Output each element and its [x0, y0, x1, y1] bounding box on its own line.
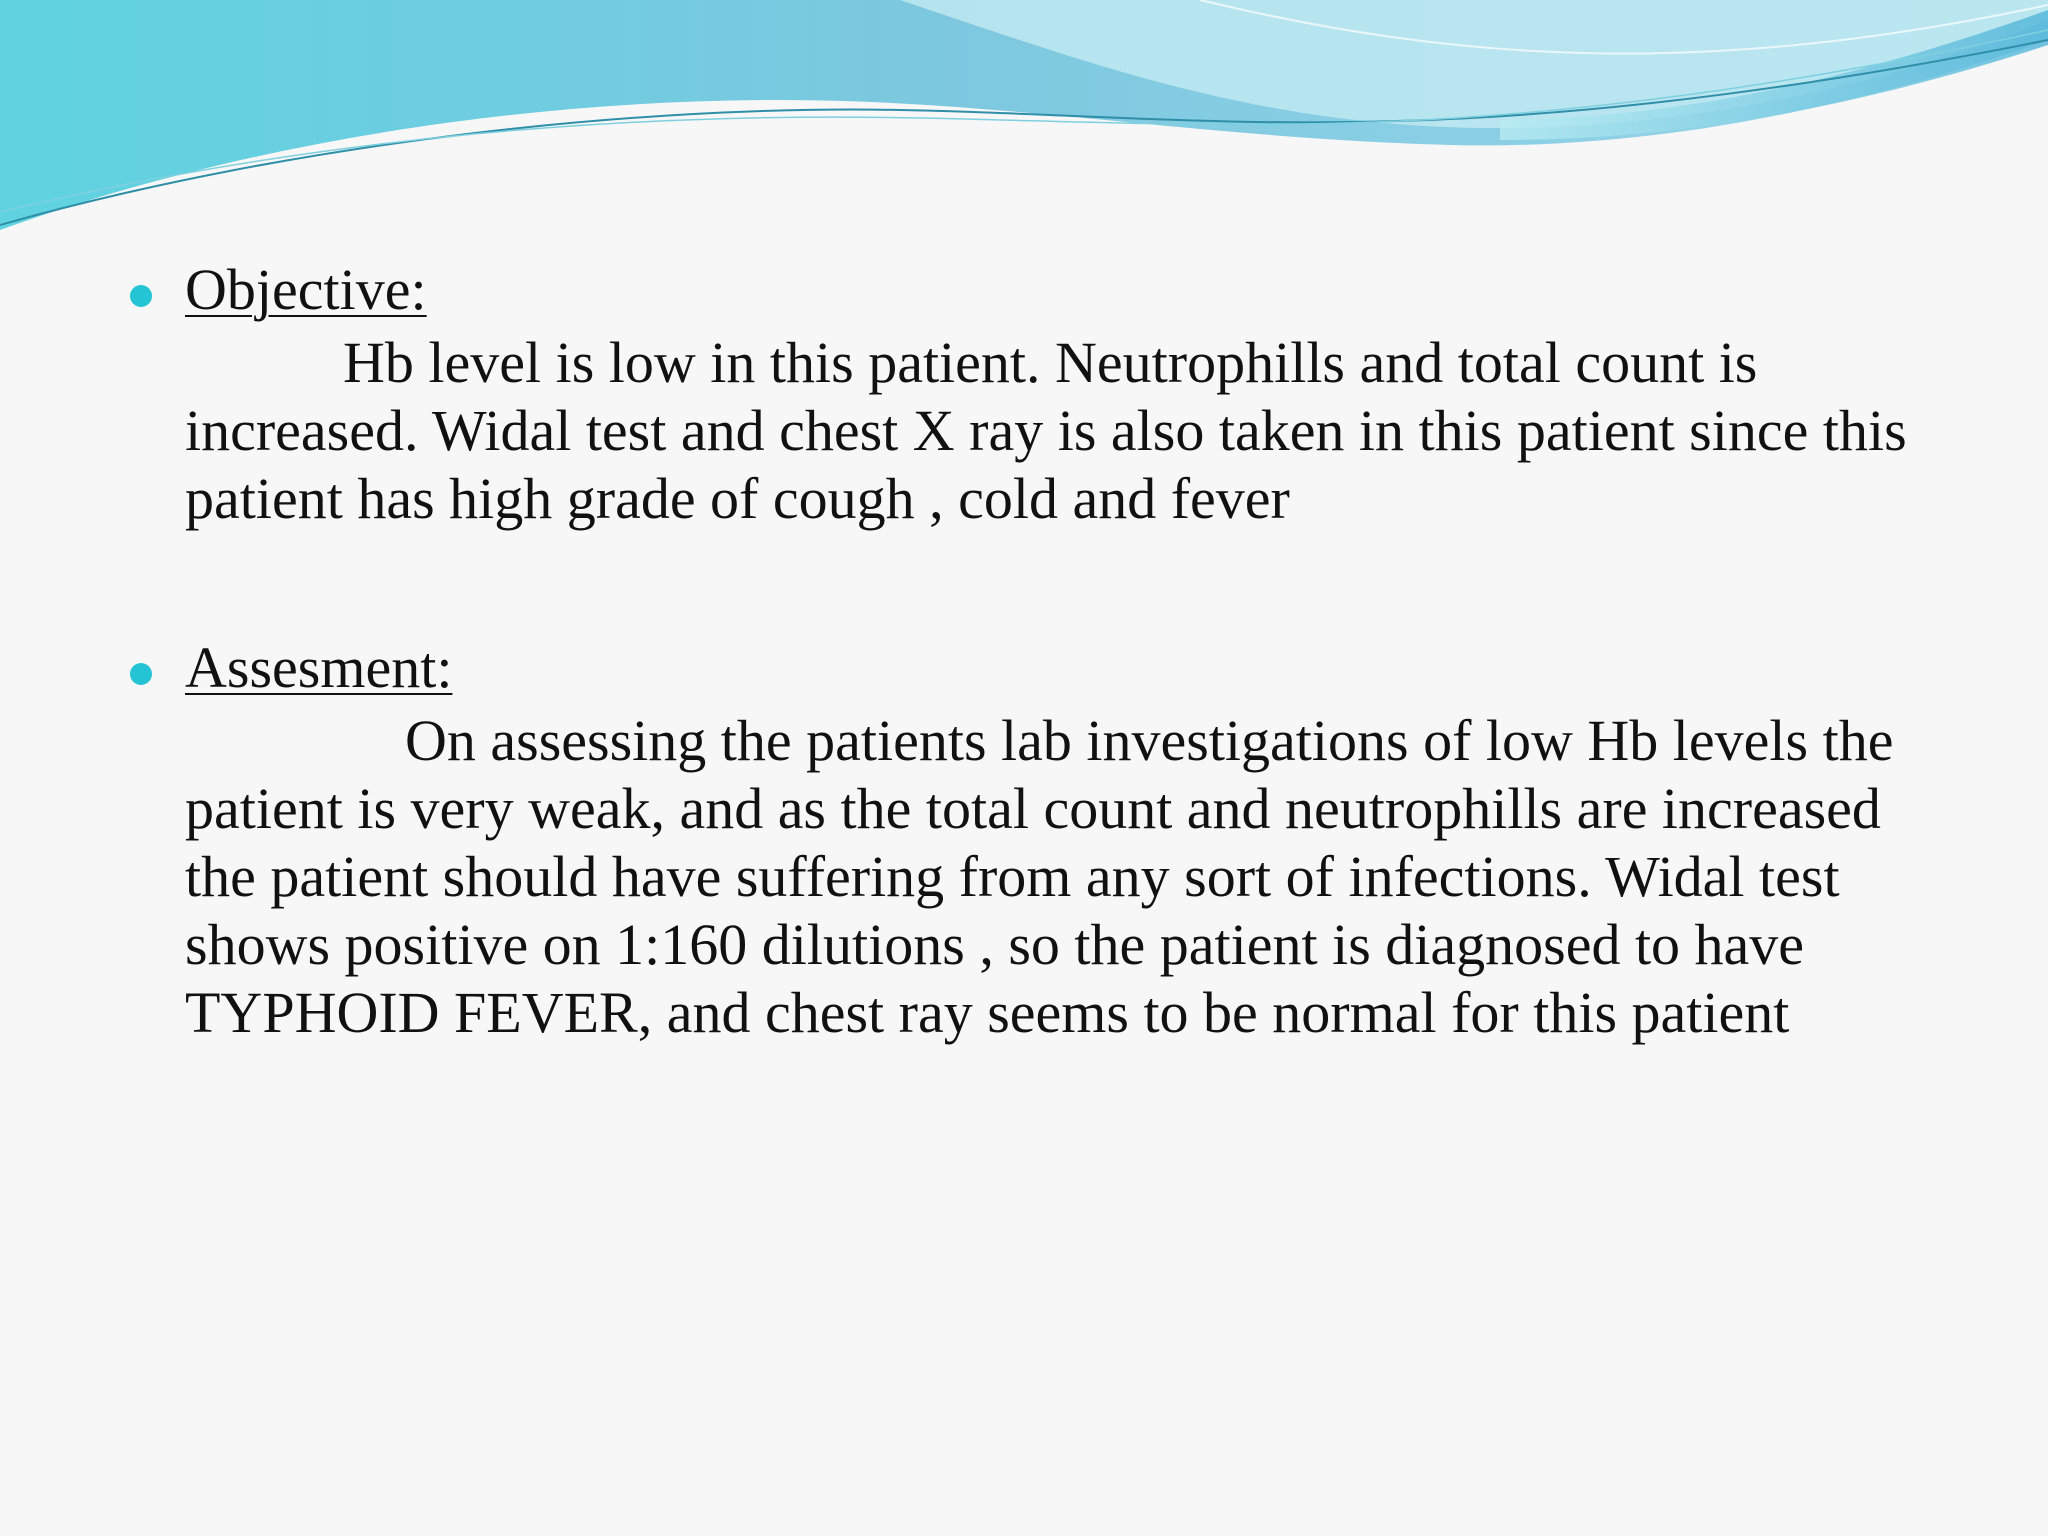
assessment-body: On assessing the patients lab investigations of low Hb levels the patient is very weak, and as the total count and neutrophills are increased the patient should have suffering from any sort of infections. Widal test shows positive on 1:160 dilutions , so the patient is diagnosed to have TYPHOID FEVER, and chest ray seems to be normal for this patient	[185, 708, 1894, 1045]
objective-body: Hb level is low in this patient. Neutrophills and total count is increased. Widal test and chest X ray is also taken in this patient since this patient has high grade of cough , cold and fever	[185, 330, 1907, 531]
objective-section	[130, 255, 1930, 533]
assessment-section	[130, 633, 1930, 1047]
assessment-heading: Assesment:	[185, 635, 453, 700]
objective-heading: Objective:	[185, 257, 427, 322]
slide-content	[130, 255, 1930, 1147]
bullet-dot-icon	[130, 285, 152, 307]
header-wave-decoration	[0, 0, 2048, 240]
bullet-dot-icon	[130, 663, 152, 685]
